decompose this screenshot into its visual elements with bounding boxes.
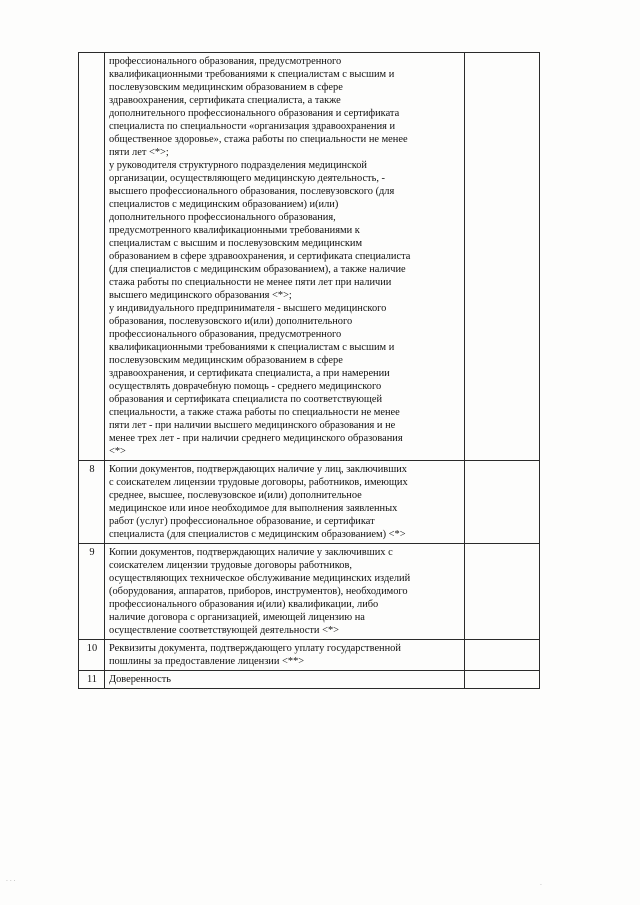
row-number: 9 (79, 544, 105, 640)
text-line: Реквизиты документа, подтверждающего уплату государственной (109, 643, 401, 654)
row-text-cell (105, 671, 465, 689)
text-line: специальности, а также стажа работы по специальности не менее (109, 407, 400, 418)
row-mark-cell (465, 53, 540, 461)
text-line: осуществляющих техническое обслуживание медицинских изделий (109, 573, 411, 584)
row-number: 8 (79, 461, 105, 544)
text-line: у индивидуального предпринимателя - высшего медицинского (109, 303, 387, 314)
text-line: здравоохранения, сертификата специалиста, а также (109, 95, 341, 106)
text-line: осуществлять доврачебную помощь - среднего медицинского (109, 381, 382, 392)
table-body (79, 53, 540, 689)
table-row (79, 53, 540, 461)
row-text-cell (105, 544, 465, 640)
table-row (79, 544, 540, 640)
text-line: пяти лет - при наличии высшего медицинского образования и не (109, 420, 396, 431)
row-text-cell (105, 640, 465, 671)
text-line: менее трех лет - при наличии среднего медицинского образования (109, 433, 403, 444)
table-row (79, 461, 540, 544)
row-mark-cell (465, 461, 540, 544)
text-line: образования и сертификата специалиста по соответствующей (109, 394, 383, 405)
text-line: квалификационными требованиями к специалистам с высшим и (109, 342, 395, 353)
scan-artifact: · · · (6, 878, 16, 885)
document-table (78, 52, 540, 689)
row-mark-cell (465, 640, 540, 671)
text-line: высшего медицинского образования <*>; (109, 290, 292, 301)
row-mark-cell (465, 671, 540, 689)
text-line: дополнительного профессионального образования и сертификата (109, 108, 400, 119)
text-line: здравоохранения, и сертификата специалиста, а при намерении (109, 368, 390, 379)
text-line: квалификационными требованиями к специалистам с высшим и (109, 69, 395, 80)
text-line: работ (услуг) профессиональное образование, и сертификат (109, 516, 375, 527)
text-line: <*> (109, 446, 126, 457)
row-mark-cell (465, 544, 540, 640)
text-line: осуществление соответствующей деятельности <*> (109, 625, 340, 636)
text-line: среднее, высшее, послевузовское и(или) дополнительное (109, 490, 362, 501)
text-line: организации, осуществляющего медицинскую деятельность, - (109, 173, 385, 184)
text-line: специалистам с высшим и послевузовским медицинским (109, 238, 363, 249)
text-line: общественное здоровье», стажа работы по специальности не менее (109, 134, 408, 145)
text-line: наличие договора с организацией, имеющей лицензию на (109, 612, 365, 623)
text-line: послевузовским медицинским образованием в сфере (109, 82, 343, 93)
text-line: образованием в сфере здравоохранения, и сертификата специалиста (109, 251, 411, 262)
text-line: образования, послевузовского и(или) дополнительного (109, 316, 353, 327)
text-line: профессионального образования, предусмотренного (109, 56, 342, 67)
text-line: с соискателем лицензии трудовые договоры, работников, имеющих (109, 477, 408, 488)
text-line: специалиста (для специалистов с медицинским образованием) <*> (109, 529, 406, 540)
text-line: Копии документов, подтверждающих наличие у заключивших с (109, 547, 393, 558)
row-number (79, 53, 105, 461)
text-line: у руководителя структурного подразделения медицинской (109, 160, 367, 171)
text-line: дополнительного профессионального образования, (109, 212, 336, 223)
row-text-cell (105, 53, 465, 461)
text-line: предусмотренного квалификационными требованиями к (109, 225, 360, 236)
text-line: специалистов с медицинским образованием) и(или) (109, 199, 339, 210)
row-number: 10 (79, 640, 105, 671)
text-line: (для специалистов с медицинским образованием), а также наличие (109, 264, 406, 275)
text-line: послевузовским медицинским образованием в сфере (109, 355, 343, 366)
text-line: пяти лет <*>; (109, 147, 169, 158)
text-line: пошлины за предоставление лицензии <**> (109, 656, 305, 667)
row-text-cell (105, 461, 465, 544)
text-line: специалиста по специальности «организация здравоохранения и (109, 121, 396, 132)
scan-artifact: · (540, 882, 542, 889)
text-line: медицинское или иное необходимое для выполнения заявленных (109, 503, 398, 514)
table-row (79, 640, 540, 671)
text-line: Доверенность (109, 674, 172, 685)
text-line: профессионального образования и(или) квалификации, либо (109, 599, 379, 610)
row-number: 11 (79, 671, 105, 689)
text-line: стажа работы по специальности не менее пяти лет при наличии (109, 277, 392, 288)
text-line: (оборудования, аппаратов, приборов, инструментов), необходимого (109, 586, 408, 597)
text-line: Копии документов, подтверждающих наличие у лиц, заключивших (109, 464, 407, 475)
text-line: соискателем лицензии трудовые договоры работников, (109, 560, 353, 571)
text-line: высшего профессионального образования, послевузовского (для (109, 186, 395, 197)
table-row (79, 671, 540, 689)
text-line: профессионального образования, предусмотренного (109, 329, 342, 340)
